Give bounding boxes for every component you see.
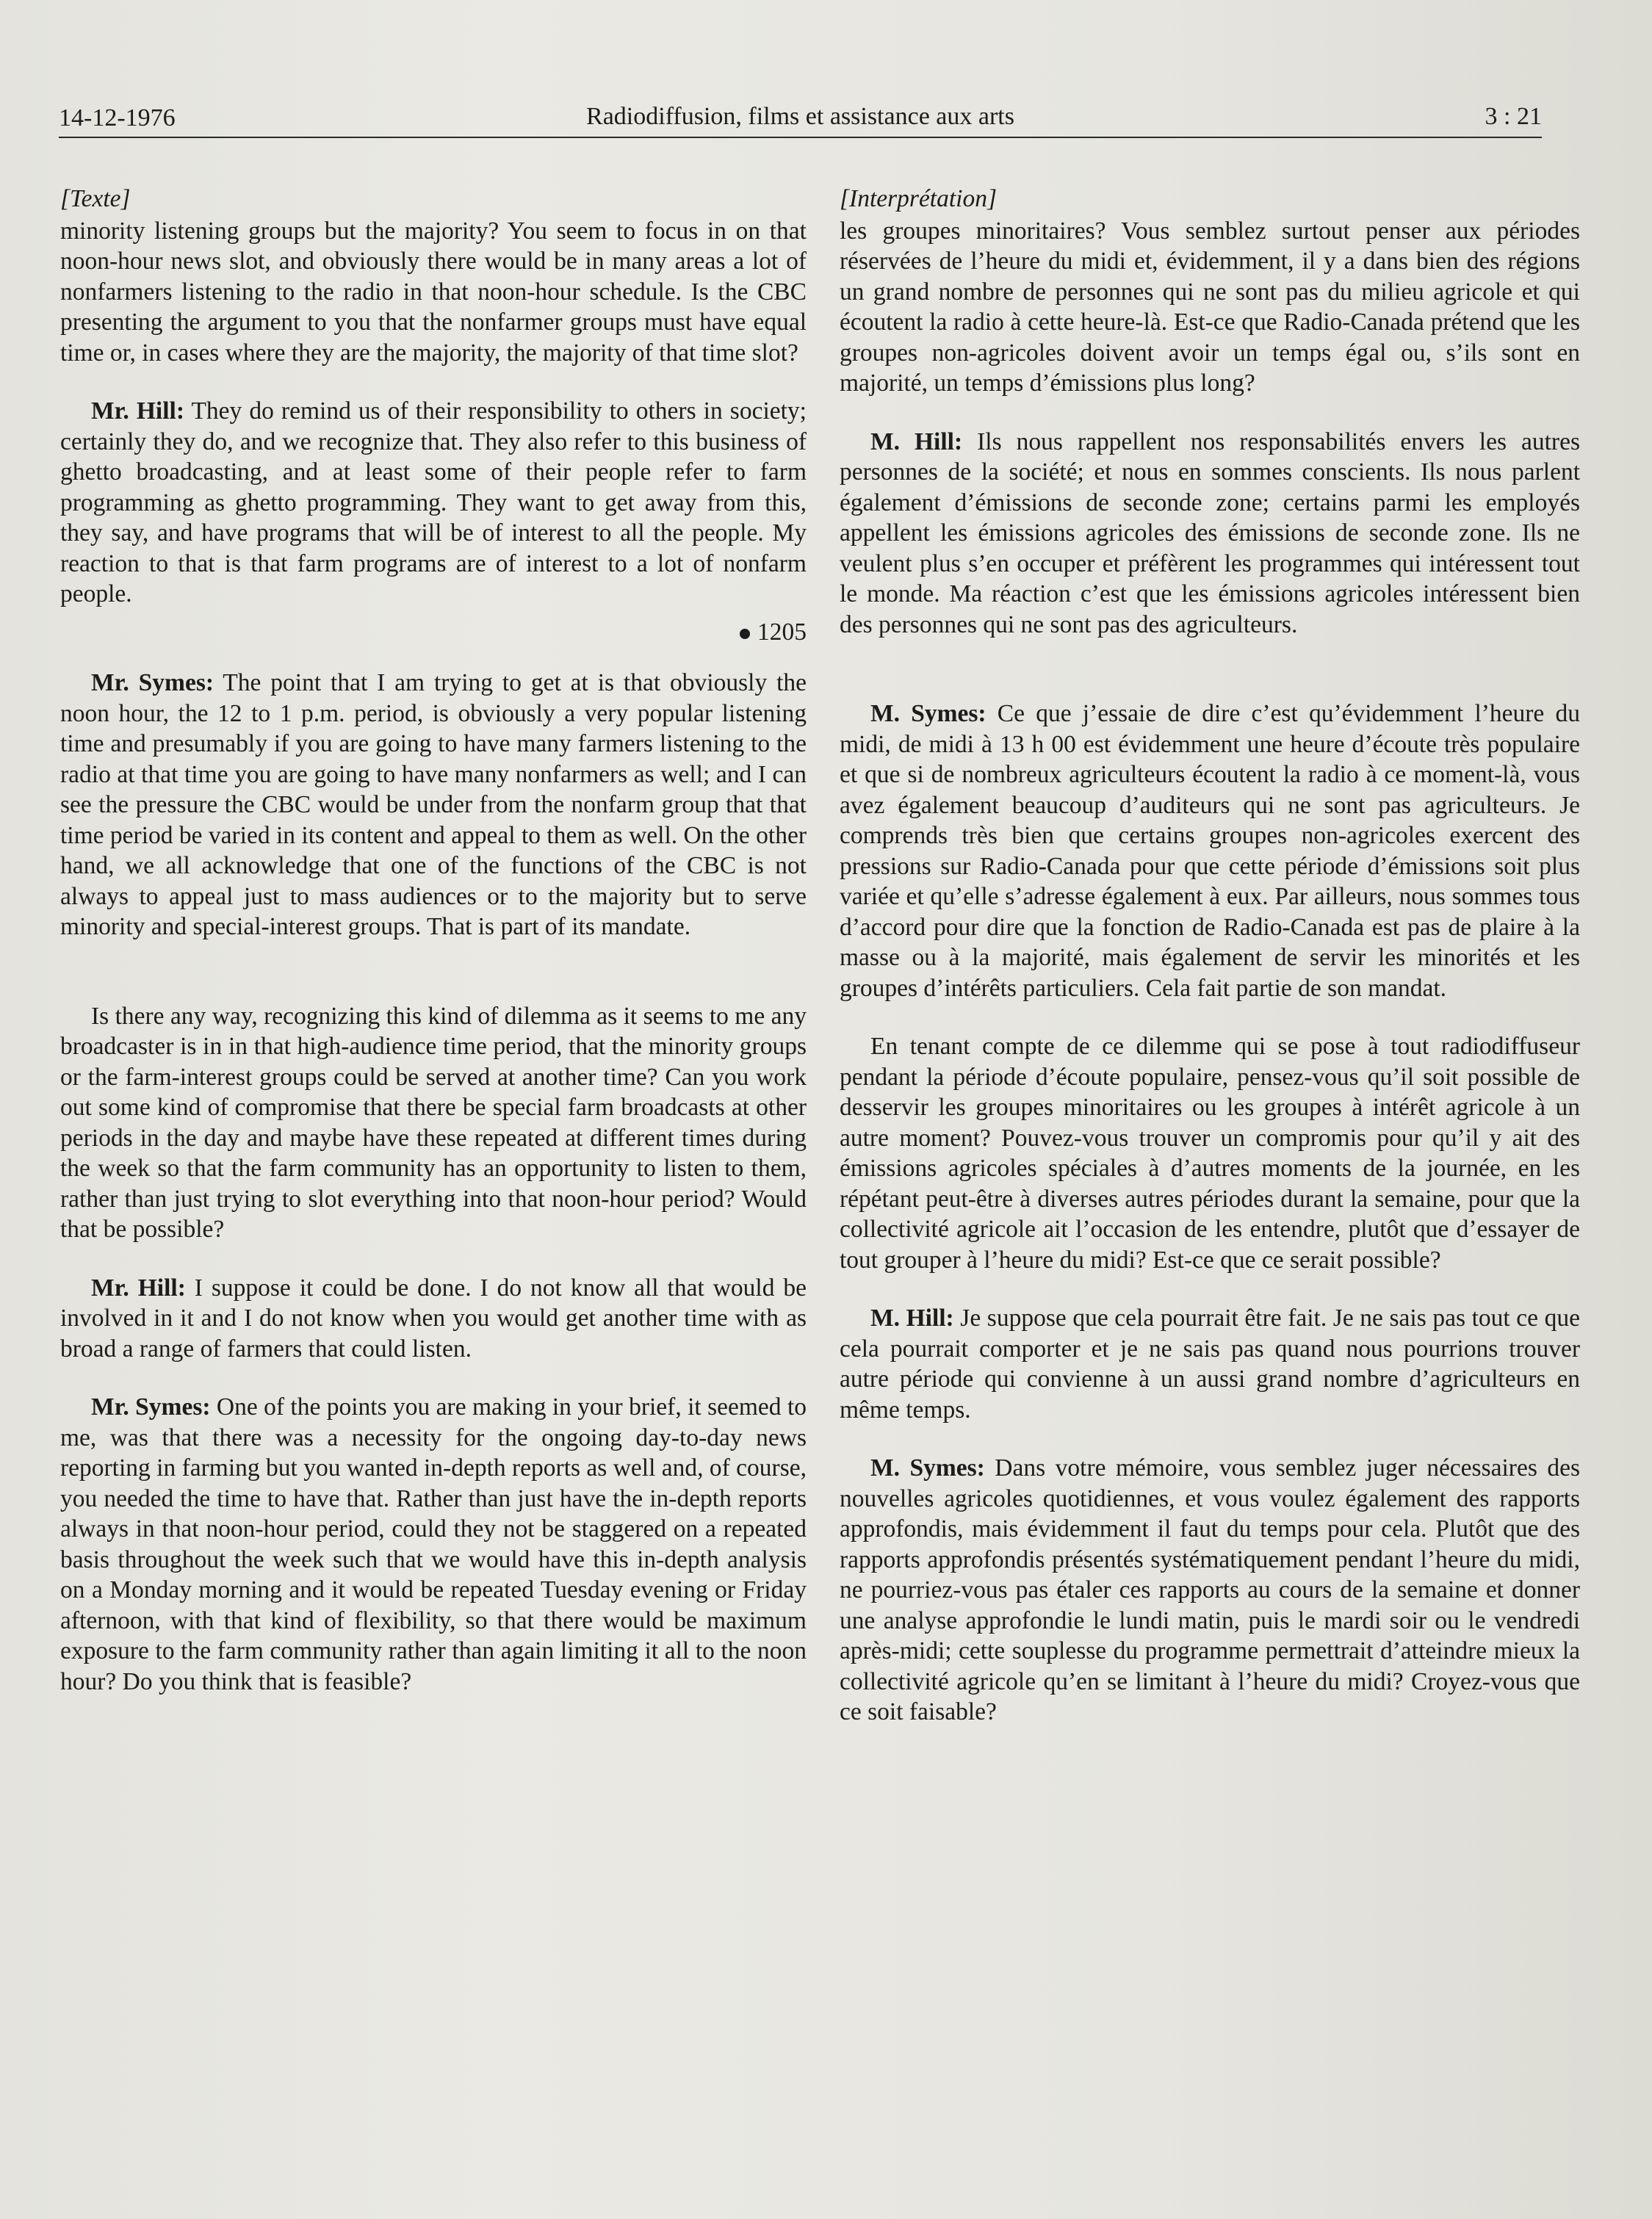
speaker-paragraph <box>60 1273 807 1365</box>
english-column <box>60 184 807 1697</box>
speech-text: Je suppose que cela pourrait être fait. Je ne sais pas tout ce que cela pourrait comporter et je ne sais pas quand nous pourrions trouver autre période qui convienne à un aussi grand nombre d’agriculteurs en même temps. <box>840 1305 1580 1424</box>
speech-text: Dans votre mémoire, vous semblez juger nécessaires des nouvelles agricoles quotidiennes, et vous voulez également des rapports approfondis, mais évidemment il faut du temps pour cela. Plutôt que des rapports approfondis présentés systématiquement pendant l’heure du midi, ne pourriez-vous pas étaler ces rapports au cours de la semaine et donner une analyse approfondie le lundi matin, puis le mardi soir ou le vendredi après-midi; cette souplesse du programme permettrait d’atteindre mieux la collectivité agricole qu’en se limitant à l’heure du midi? Croyez-vous que ce soit faisable? <box>840 1454 1580 1725</box>
speaker-paragraph <box>840 1453 1580 1728</box>
speech-text: The point that I am trying to get at is that obviously the noon hour, the 12 to 1 p.m. period, is obviously a very popular listening time and presumably if you are going to have many farmers listening to the radio at that time you are going to have many nonfarmers as well; and I can see the pressure the CBC would be under from the nonfarm group that that time period be varied in its content and appeal to them as well. On the other hand, we all acknowledge that one of the functions of the CBC is not always to appeal just to mass audiences or to the majority but to serve minority and special-interest groups. That is part of its mandate. <box>60 669 807 940</box>
speech-text: One of the points you are making in your brief, it seemed to me, was that there was a necessity for the ongoing day-to-day news reporting in farming but you wanted in-depth reports as well and, of course, you needed the time to have that. Rather than just have the in-depth reports always in that noon-hour period, could they not be staggered on a repeated basis throughout the week such that we would have this in-depth analysis on a Monday morning and it would be repeated Tuesday evening or Friday afternoon, with that kind of flexibility, so that there would be maximum exposure to the farm community rather than again limiting it all to the noon hour? Do you think that is feasible? <box>60 1393 807 1695</box>
speaker-name: Mr. Symes: <box>91 1393 211 1421</box>
speech-text: They do remind us of their responsibility to others in society; certainly they do, and we recognize that. They also refer to this business of ghetto broadcasting, and at least some of their people refer to farm programming as ghetto programming. They want to get away from this, they say, and have programs that will be of interest to all the people. My reaction to that is that farm programs are of interest to a lot of nonfarm people. <box>60 397 807 607</box>
french-column <box>840 184 1580 1728</box>
speaker-name: Mr. Symes: <box>91 669 214 696</box>
speaker-paragraph <box>60 1392 807 1697</box>
speech-text: Ils nous rappellent nos responsabilités envers les autres personnes de la société; et nous en sommes conscients. Ils nous parlent également d’émissions de seconde zone; certains parmi les employés appellent les émissions agricoles des émissions de seconde zone. Ils ne veulent plus s’en occuper et préfèrent les programmes qui intéressent tout le monde. Ma réaction c’est que les émissions agricoles intéressent bien des personnes qui ne sont pas des agriculteurs. <box>840 427 1580 638</box>
paragraph: minority listening groups but the majority? You seem to focus in on that noon-hour news slot, and obviously there would be in many areas a lot of nonfarmers listening to the radio in that noon-hour schedule. Is the CBC presenting the argument to you that the nonfarmer groups must have equal time or, in cases where they are the majority, the majority of that time slot? <box>60 217 807 367</box>
page-header <box>59 95 1542 138</box>
speaker-paragraph <box>60 396 807 610</box>
speaker-paragraph <box>840 699 1580 1003</box>
header-title: Radiodiffusion, films et assistance aux arts <box>586 103 1014 130</box>
header-page-number: 3 : 21 <box>1485 103 1542 130</box>
speaker-name: Mr. Hill: <box>91 1274 186 1302</box>
speech-text: Ce que j’essaie de dire c’est qu’évidemment l’heure du midi, de midi à 13 h 00 est évidemment une heure d’écoute très populaire et que si de nombreux agriculteurs écoutent la radio à ce moment-là, vous avez également beaucoup d’auditeurs qui ne sont pas agriculteurs. Je comprends très bien que certains groupes non-agricoles exercent des pressions sur Radio-Canada pour que cette période d’émissions soit plus variée et qu’elle s’adresse également à eux. Par ailleurs, nous sommes tous d’accord pour dire que la fonction de Radio-Canada est pas de plaire à la masse ou à la majorité, mais également de servir les minorités et les groupes d’intérêts particuliers. Cela fait partie de son mandat. <box>840 700 1581 1002</box>
bullet-icon <box>740 629 750 639</box>
speaker-name: M. Symes: <box>870 700 986 727</box>
paragraph: les groupes minoritaires? Vous semblez surtout penser aux périodes réservées de l’heure du midi et, évidemment, il y a dans bien des régions un grand nombre de personnes qui ne sont pas du milieu agricole et qui écoutent la radio à cette heure-là. Est-ce que Radio-Canada prétend que les groupes non-agricoles doivent avoir un temps égal ou, s’ils sont en majorité, un temps d’émissions plus long? <box>840 217 1580 397</box>
time-marker-text: 1205 <box>757 618 807 646</box>
speaker-name: M. Hill: <box>870 427 963 455</box>
speaker-name: Mr. Hill: <box>91 397 184 425</box>
paragraph: En tenant compte de ce dilemme qui se pose à tout radiodiffuseur pendant la période d’écoute populaire, pensez-vous qu’il soit possible de desservir les groupes minoritaires ou les groupes à intérêt agricole à un autre moment? Pouvez-vous trouver un compromis pour qu’il y ait des émissions agricoles spéciales à d’autres moments de la journée, en les répétant peut-être à diverses autres périodes durant la semaine, pour que la collectivité agricole ait l’occasion de les entendre, plutôt que d’essayer de tout grouper à l’heure du midi? Est-ce que ce serait possible? <box>840 1033 1580 1274</box>
speaker-paragraph <box>840 1303 1580 1425</box>
speaker-paragraph <box>840 427 1580 641</box>
section-label-interpretation: [Interprétation] <box>840 185 998 212</box>
speaker-name: M. Hill: <box>870 1305 954 1332</box>
paragraph: Is there any way, recognizing this kind of dilemma as it seems to me any broadcaster is in in that high-audience time period, that the minority groups or the farm-interest groups could be served at another time? Can you work out some kind of compromise that there be special farm broadcasts at other periods in the day and maybe have these repeated at different times during the week so that the farm community has an opportunity to listen to them, rather than just trying to slot everything into that noon-hour period? Would that be possible? <box>60 1002 807 1243</box>
header-date: 14-12-1976 <box>59 104 176 131</box>
speaker-paragraph <box>60 668 807 942</box>
time-marker <box>60 617 807 648</box>
section-label-texte: [Texte] <box>60 185 131 212</box>
speech-text: I suppose it could be done. I do not know all that would be involved in it and I do not know when you would get another time with as broad a range of farmers that could listen. <box>60 1274 807 1363</box>
speaker-name: M. Symes: <box>870 1454 985 1482</box>
